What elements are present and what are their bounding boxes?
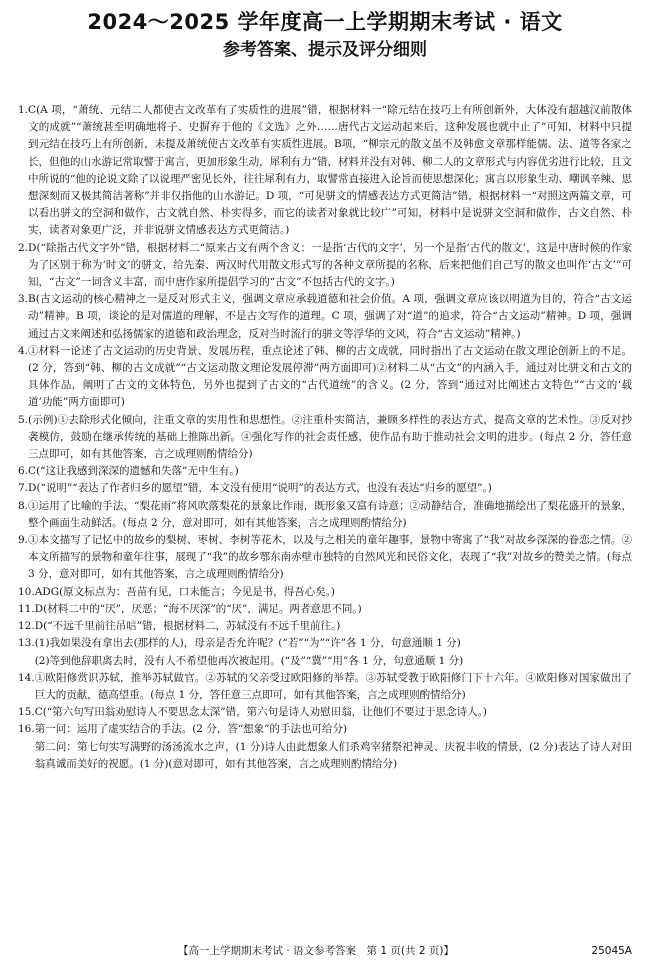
answer-number: 13. xyxy=(18,637,35,650)
answer-item xyxy=(18,721,632,773)
answer-number: 10. xyxy=(18,585,35,598)
answer-item xyxy=(18,480,632,497)
answer-number: 16. xyxy=(18,723,35,736)
answer-text: ①运用了比喻的手法，“梨花雨”将风吹落梨花的景象比作雨，既形象又富有诗意；②动静结合，准确地描绘出了梨花盛开的景象，整个画面生动鲜活。(每点 2 分，意对即可，如有其他答案，言之成理则酌情给分) xyxy=(28,499,632,529)
answer-number: 7. xyxy=(18,482,29,495)
answer-number: 1. xyxy=(18,104,29,116)
answer-item xyxy=(18,102,632,240)
answer-text: ADG(原文标点为：吾苗有见，口未能言；今见是书，得吾心矣。) xyxy=(34,585,336,598)
answer-number: 14. xyxy=(18,671,35,684)
answer-text: ①欧阳修赏识苏轼，推举苏轼做官。②苏轼的父亲受过欧阳修的举荐。③苏轼受教于欧阳修门下十六年。④欧阳修对国家做出了巨大的贡献，德高望重。(每点 1 分，答任意三点即可，如有其他答案，言之成理则酌情给分) xyxy=(34,671,632,701)
answer-number: 11. xyxy=(18,602,35,615)
answer-text: D(材料二中的“厌”，厌恶；“海不厌深”的“厌”，满足。两者意思不同。) xyxy=(34,602,362,615)
answer-item xyxy=(18,240,632,292)
answer-text: C(“第六句写田翁劝慰诗人不要思念太深”错，第六句是诗人劝慰田翁，让他们不要过于思念诗人。) xyxy=(34,706,487,719)
footer-label: 【高一上学期期末考试 · 语文参考答案 第 1 页(共 2 页)】 xyxy=(178,945,454,957)
answer-item xyxy=(18,532,632,584)
answer-text: ①材料一论述了古文运动的历史背景、发展历程，重点论述了韩、柳的古文成就，同时指出了古文运动在散文理论创新上的不足。(2 分，答到“韩、柳的古文成就”“古文运动散文理论发展停滞”两方面即可)②材料二从“古文”的内涵入手，通过对比骈文和古文的具体作品，阐明了古文的文体特色，另外也提到了古文的“古代道统”的含义。(2 分，答到“通过对比阐述古文特色”“古文的‘载道’功能”两方面即可) xyxy=(28,344,632,409)
answer-item xyxy=(18,291,632,343)
answer-text: B(古文运动的核心精神之一是反对形式主义，强调文章应承载道德和社会价值。A 项，强调文章应该以明道为目的，符合“古文运动”精神。B 项，谈论的是对儒道的理解，不是古文写作的道理。C 项，强调了对“道”的追求，符合“古文运动”精神。D 项，强调通过古文来阐述和弘扬儒家的道德和政治理念，反对当时流行的骈文等浮华的文风，符合“古文运动”精神。) xyxy=(28,293,632,340)
answer-text: (示例)①去除形式化倾向，注重文章的实用性和思想性。②注重朴实简洁，兼顾多样性的表达方式，提高文章的艺术性。③反对抄袭模仿，鼓励在继承传统的基础上推陈出新。④强化写作的社会责任感，使作品有助于推动社会文明的进步。(每点 2 分，答任意三点即可，如有其他答案，言之成理则酌情给分) xyxy=(28,413,632,461)
answer-item xyxy=(18,618,632,635)
page-title: 2024～2025 学年度高一上学期期末考试 · 语文 xyxy=(87,10,563,34)
answer-text: D(“说明”“表达了作者归乡的愿望”错，本文没有使用“说明”的表达方式，也没有表达“归乡的愿望”。) xyxy=(28,482,492,495)
answer-item xyxy=(18,343,632,412)
answer-list xyxy=(18,102,632,773)
answer-text: (1)我如果没有拿出去(那样的人)，母亲是否允许呢？(“若”“为”“许”各 1 分，句意通顺 1 分) (2)等到他辞职离去时，没有人不希望他再次被起用。(“及”“冀”“用”各 1 分，句意通顺 1 分) xyxy=(34,637,464,667)
answer-number: 2. xyxy=(18,241,29,254)
answer-number: 5. xyxy=(18,413,29,426)
answer-item xyxy=(18,670,632,704)
answer-text: ①本文描写了记忆中的故乡的梨树、枣树、李树等花木，以及与之相关的童年趣事，景物中寄寓了“我”对故乡深深的眷恋之情。②本文所描写的景物和童年往事，展现了“我”的故乡鄂东南赤壁市独特的自然风光和民俗文化，表现了“我”对故乡的赞美之情。(每点 3 分，意对即可，如有其他答案，言之成理则酌情给分) xyxy=(28,534,632,581)
answer-number: 12. xyxy=(18,620,35,633)
answer-text: C(A 项，“萧统、元结二人都使古文改革有了实质性的进展”错，根据材料一“除元结在技巧上有所创新外，大体没有超越汉前散体文的成就”“萧统甚至明确地将子、史摒弃于他的《文选》之外……唐代古文运动起来后，这种发展也就中止了”可知，材料中只提到元结在技巧上有所创新，未提及萧统使古文改革有实质性进展。B项，“柳宗元的散文虽不及韩愈文章那样能儒、法、道等各家之长，但他的山水游记常取譬于寓言，更加形象生动，犀利有力”错，材料并没有对韩、柳二人的文章形式与内容优劣进行比较，且文中所说的“他的论说文除了以说理严密见长外，往往犀利有力，取譬常直接进入论旨而使思想深化；寓言以形象生动、嘲讽辛辣、思想深刻而又极其简洁著称”并非仅指他的山水游记。D 项，“可见骈文的情感表达方式更简洁”错，根据材料一“对照这两篇文章，可以看出骈文的空洞和做作，古文就自然、朴实得多，而它的读者对象就比较广”可知，材料中是说骈文空洞和做作，古文自然、朴实，读者对象更广泛，并非说骈文情感表达方式更简洁。) xyxy=(28,104,632,237)
footer-code: 25045A xyxy=(591,945,632,957)
page-subtitle: 参考答案、提示及评分细则 xyxy=(223,40,427,60)
answer-item xyxy=(18,601,632,618)
answer-number: 15. xyxy=(18,706,35,719)
answer-number: 3. xyxy=(18,293,29,306)
answer-item xyxy=(18,704,632,721)
answer-item xyxy=(18,463,632,480)
answer-number: 9. xyxy=(18,534,29,547)
answer-text: 第一问：运用了虚实结合的手法。(2 分，答“想象”的手法也可给分) 第二问：第七句实写满野的汤汤流水之声，(1 分)诗人由此想象人们杀鸡宰猪祭祀神灵、庆祝丰收的情景，(2 分)表达了诗人对田翁真诚而美好的祝愿。(1 分)(意对即可，如有其他答案，言之成理则酌情给分) xyxy=(34,723,632,770)
answer-number: 6. xyxy=(18,465,29,478)
answer-text: D(“除指古代文字外”错，根据材料二“原来古文有两个含义：一是指‘古代的文字’，另一个是指‘古代的散文’，这是中唐时候的作家为了区别于称为‘时文’的骈文，给先秦、两汉时代用散文形式写的各种文章所提的名称，后来把他们自己写的散文也叫作‘古文’”可知，“古文”一词含义丰富，而中唐作家所提倡学习的“古文”不包括古代的文字。) xyxy=(28,241,632,289)
answer-item xyxy=(18,584,632,601)
answer-number: 4. xyxy=(18,344,29,357)
answer-text: C(“这让我感到深深的遗憾和失落”无中生有。) xyxy=(28,465,239,478)
answer-text: D(“不远千里前往吊唁”错，根据材料二，苏轼没有不远千里前往。) xyxy=(34,620,341,633)
answer-item xyxy=(18,498,632,532)
answer-number: 8. xyxy=(18,499,29,512)
answer-item xyxy=(18,412,632,464)
answer-item xyxy=(18,635,632,669)
